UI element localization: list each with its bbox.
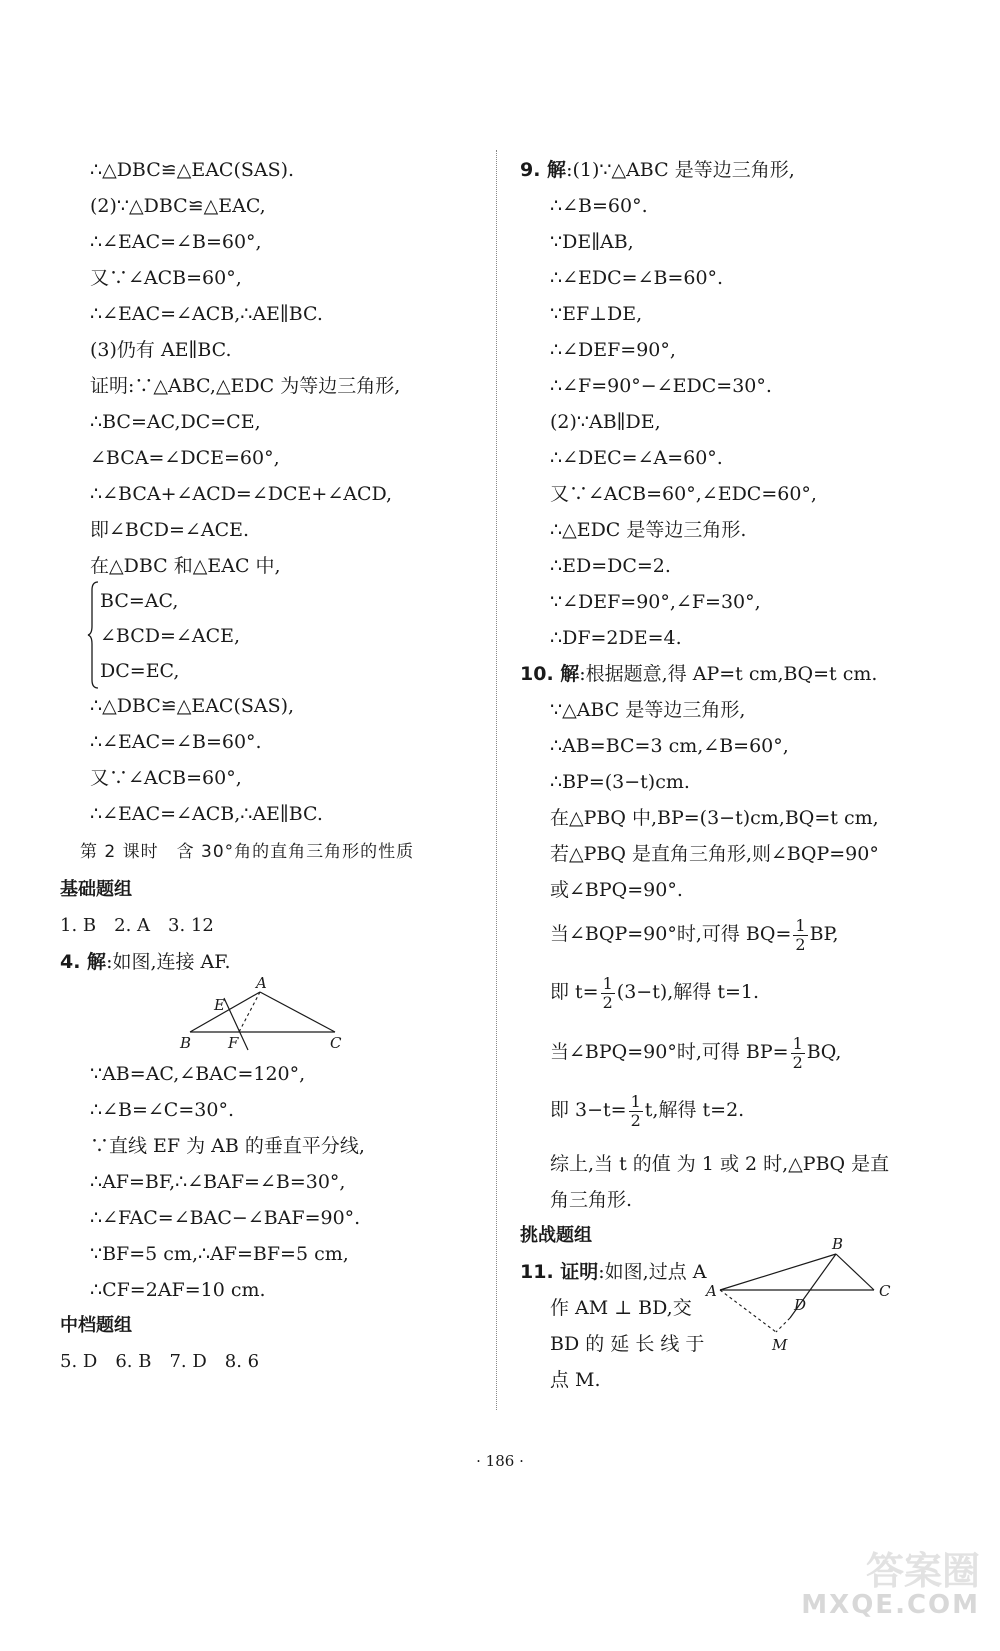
text-line: ∴△EDC 是等边三角形. bbox=[550, 519, 747, 541]
page-number: · 186 · bbox=[476, 1452, 524, 1470]
q9-first: :(1)∵△ABC 是等边三角形, bbox=[566, 159, 795, 181]
fig11-label-a: A bbox=[706, 1282, 717, 1300]
text-line: ∵△ABC 是等边三角形, bbox=[550, 699, 746, 721]
fraction-half bbox=[793, 917, 807, 954]
text-line: ∴∠DEC=∠A=60°. bbox=[550, 447, 723, 469]
q10-sol1-pre: 即 t= bbox=[550, 981, 599, 1003]
answers-5-8: 5. D 6. B 7. D 8. 6 bbox=[60, 1351, 260, 1372]
section-heading-basic: 基础题组 bbox=[60, 879, 132, 900]
fig11-label-c: C bbox=[879, 1282, 891, 1300]
q10-case2-pre: 当∠BPQ=90°时,可得 BP= bbox=[550, 1041, 789, 1063]
text-line: ∠BCA=∠DCE=60°, bbox=[90, 447, 280, 469]
q10-first: :根据题意,得 AP=t cm,BQ=t cm. bbox=[579, 663, 878, 685]
figure-11-triangle bbox=[706, 1235, 906, 1360]
frac-den: 2 bbox=[795, 934, 806, 954]
section-heading-middle: 中档题组 bbox=[60, 1315, 132, 1336]
q10-sol1-post: (3−t),解得 t=1. bbox=[616, 981, 760, 1003]
text-line: ∴∠BCA+∠ACD=∠DCE+∠ACD, bbox=[90, 483, 393, 505]
text-line: 或∠BPQ=90°. bbox=[550, 879, 683, 901]
text-line: ∴∠FAC=∠BAC−∠BAF=90°. bbox=[90, 1207, 361, 1229]
text-line: ∴AB=BC=3 cm,∠B=60°, bbox=[550, 735, 789, 757]
text-line: ∴AF=BF,∴∠BAF=∠B=30°, bbox=[90, 1171, 346, 1193]
text-line: ∴∠F=90°−∠EDC=30°. bbox=[550, 375, 772, 397]
text-line: ∵AB=AC,∠BAC=120°, bbox=[90, 1063, 306, 1085]
text-line: ∵BF=5 cm,∴AF=BF=5 cm, bbox=[90, 1243, 349, 1265]
lesson-title: 第 2 课时 含 30°角的直角三角形的性质 bbox=[80, 842, 415, 862]
text-line: ∴DF=2DE=4. bbox=[550, 627, 682, 649]
watermark-logo: 答案圈 bbox=[865, 1549, 980, 1593]
text-line: (2)∵AB∥DE, bbox=[550, 411, 661, 433]
text-line: ∴∠EAC=∠B=60°. bbox=[90, 731, 262, 753]
q10-case1 bbox=[550, 914, 839, 954]
q10-case2-post: BQ, bbox=[806, 1041, 842, 1063]
text-line: 在△DBC 和△EAC 中, bbox=[90, 555, 281, 577]
q10-sol1 bbox=[550, 972, 759, 1012]
text-line: ∴BP=(3−t)cm. bbox=[550, 771, 690, 793]
q11-line-1: :如图,过点 A bbox=[598, 1261, 707, 1283]
q10-conclusion-2: 角三角形. bbox=[550, 1189, 633, 1211]
fig11-label-b: B bbox=[832, 1235, 844, 1253]
fig4-label-e: E bbox=[214, 996, 225, 1014]
frac-num: 1 bbox=[602, 973, 613, 993]
fraction-half bbox=[629, 1093, 643, 1130]
text-line: 即∠BCD=∠ACE. bbox=[90, 519, 250, 541]
q11-label: 11. 证明 bbox=[520, 1261, 599, 1283]
text-line: ∴CF=2AF=10 cm. bbox=[90, 1279, 266, 1301]
text-line: ∴∠EDC=∠B=60°. bbox=[550, 267, 724, 289]
fig4-label-b: B bbox=[180, 1034, 192, 1052]
q9-label: 9. 解 bbox=[520, 159, 567, 181]
q11-line-3: BD 的 延 长 线 于 bbox=[550, 1333, 705, 1355]
q10-sol2-post: t,解得 t=2. bbox=[644, 1099, 745, 1121]
text-line: 又∵∠ACB=60°, bbox=[90, 767, 242, 789]
q10-case2 bbox=[550, 1032, 841, 1072]
text-line: ∴∠DEF=90°, bbox=[550, 339, 676, 361]
answers-1-3: 1. B 2. A 3. 12 bbox=[60, 915, 214, 936]
fig11-label-d: D bbox=[794, 1296, 807, 1314]
fig4-label-c: C bbox=[330, 1034, 342, 1052]
frac-den: 2 bbox=[602, 992, 613, 1012]
text-line: ∴△DBC≌△EAC(SAS). bbox=[90, 159, 295, 181]
text-line: DC=EC, bbox=[100, 660, 180, 682]
text-line: ∴△DBC≌△EAC(SAS), bbox=[90, 695, 295, 717]
fraction-half bbox=[601, 975, 615, 1012]
section-heading-challenge: 挑战题组 bbox=[520, 1225, 592, 1246]
q10-sol2-pre: 即 3−t= bbox=[550, 1099, 627, 1121]
q11-line-2: 作 AM ⊥ BD,交 bbox=[550, 1297, 692, 1319]
fig11-label-m: M bbox=[772, 1336, 788, 1354]
q10-case1-post: BP, bbox=[809, 923, 839, 945]
frac-num: 1 bbox=[792, 1033, 803, 1053]
text-line: 若△PBQ 是直角三角形,则∠BQP=90° bbox=[550, 843, 879, 865]
text-line: ∵∠DEF=90°,∠F=30°, bbox=[550, 591, 761, 613]
text-line: ∴BC=AC,DC=CE, bbox=[90, 411, 261, 433]
text-line: ∴∠EAC=∠ACB,∴AE∥BC. bbox=[90, 803, 323, 825]
frac-num: 1 bbox=[795, 915, 806, 935]
text-line: 在△PBQ 中,BP=(3−t)cm,BQ=t cm, bbox=[550, 807, 879, 829]
watermark: MXQE.COM bbox=[801, 1590, 980, 1620]
frac-num: 1 bbox=[630, 1091, 641, 1111]
text-line: (3)仍有 AE∥BC. bbox=[90, 339, 232, 361]
fraction-half bbox=[791, 1035, 805, 1072]
system-brace bbox=[88, 580, 100, 690]
text-line: ∵DE∥AB, bbox=[550, 231, 634, 253]
text-line: ∴∠EAC=∠B=60°, bbox=[90, 231, 262, 253]
text-line: ∴∠B=∠C=30°. bbox=[90, 1099, 234, 1121]
text-line: ∠BCD=∠ACE, bbox=[100, 625, 241, 647]
text-line: ∵直线 EF 为 AB 的垂直平分线, bbox=[90, 1135, 365, 1157]
text-line: BC=AC, bbox=[100, 590, 179, 612]
column-divider bbox=[496, 150, 497, 1410]
text-line: ∵EF⊥DE, bbox=[550, 303, 643, 325]
text-line: ∴ED=DC=2. bbox=[550, 555, 671, 577]
frac-den: 2 bbox=[792, 1052, 803, 1072]
q4-label: 4. 解 bbox=[60, 951, 107, 973]
fig4-label-f: F bbox=[228, 1034, 239, 1052]
q10-label: 10. 解 bbox=[520, 663, 580, 685]
text-line: ∴∠B=60°. bbox=[550, 195, 648, 217]
text-line: 又∵∠ACB=60°, bbox=[90, 267, 242, 289]
text-line: 又∵∠ACB=60°,∠EDC=60°, bbox=[550, 483, 817, 505]
text-line: ∴∠EAC=∠ACB,∴AE∥BC. bbox=[90, 303, 323, 325]
text-line: 证明:∵△ABC,△EDC 为等边三角形, bbox=[90, 375, 401, 397]
figure-4-triangle bbox=[180, 974, 360, 1058]
frac-den: 2 bbox=[630, 1110, 641, 1130]
q4-intro: :如图,连接 AF. bbox=[106, 951, 231, 973]
q10-conclusion-1: 综上,当 t 的值 为 1 或 2 时,△PBQ 是直 bbox=[550, 1153, 890, 1175]
q10-sol2 bbox=[550, 1090, 744, 1130]
q10-case1-pre: 当∠BQP=90°时,可得 BQ= bbox=[550, 923, 792, 945]
text-line: (2)∵△DBC≌△EAC, bbox=[90, 195, 266, 217]
fig4-label-a: A bbox=[256, 974, 267, 992]
q11-line-4: 点 M. bbox=[550, 1369, 601, 1391]
